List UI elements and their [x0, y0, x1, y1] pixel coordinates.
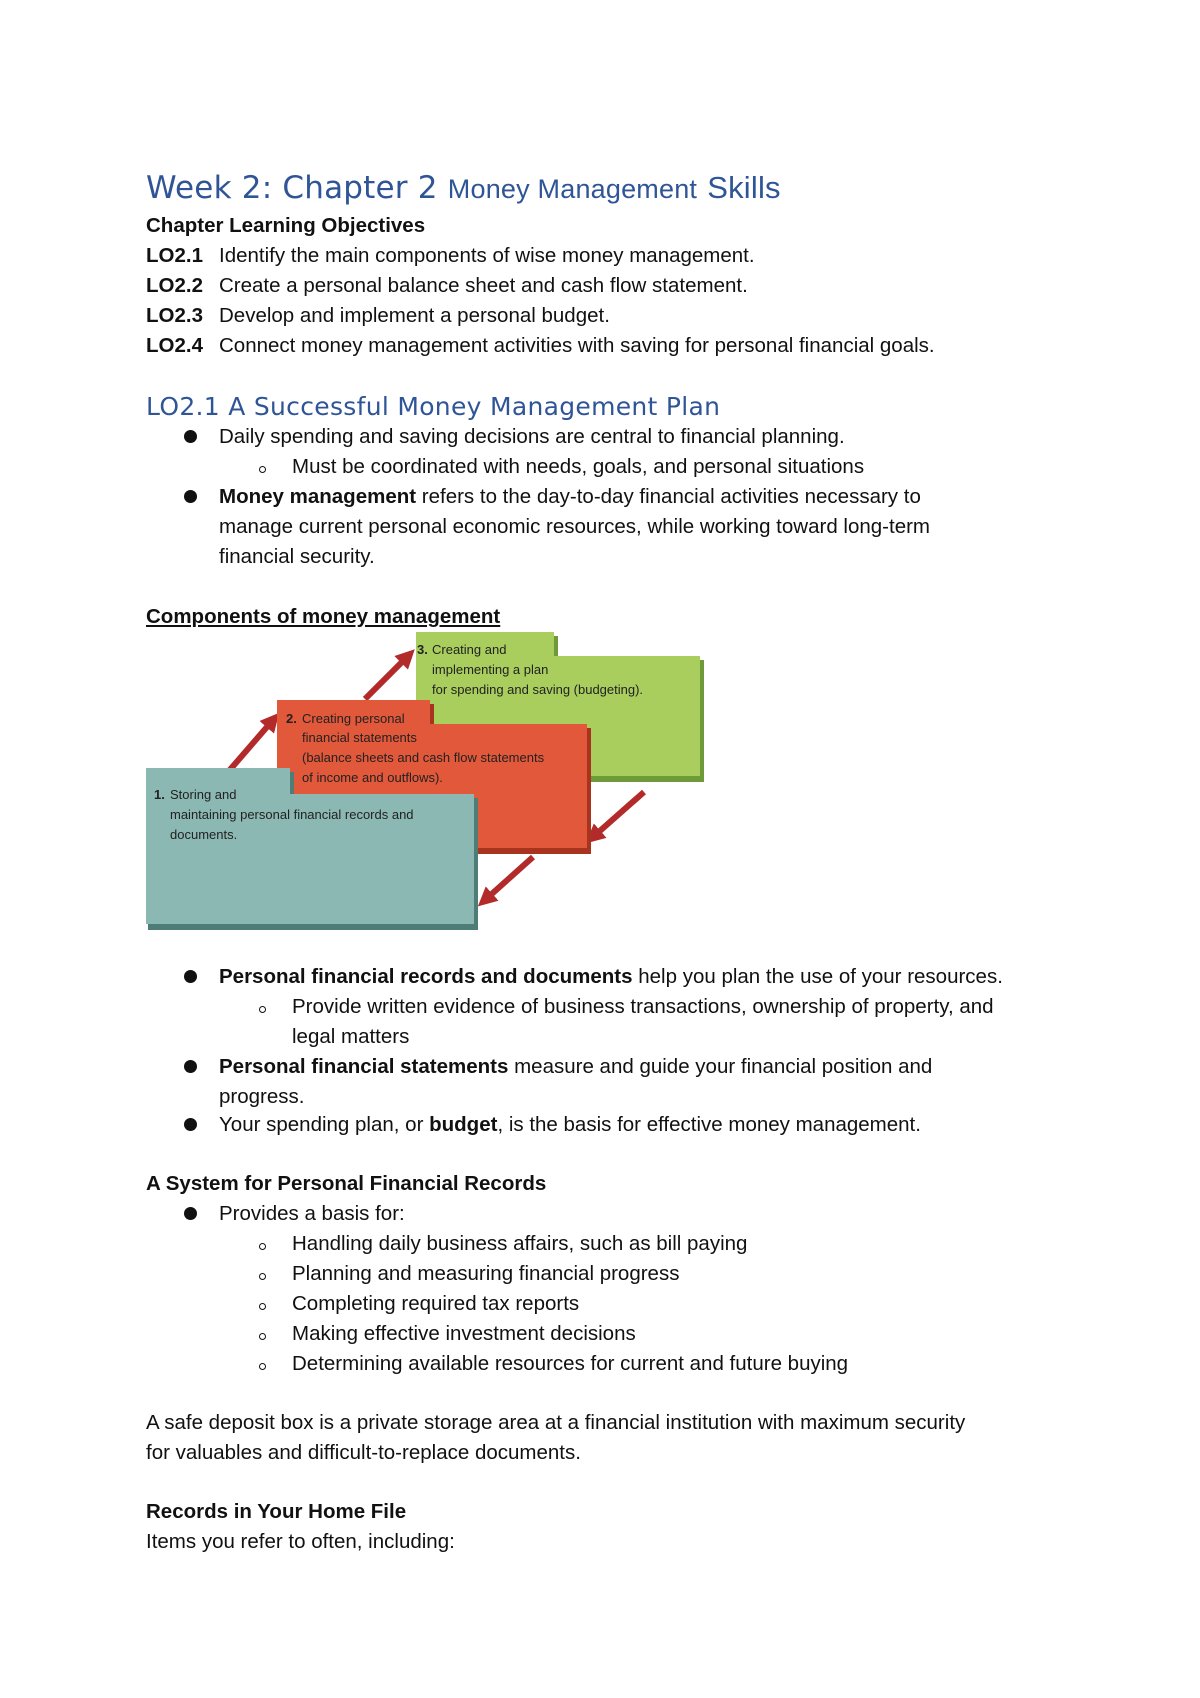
sub-bullet-icon — [259, 1006, 266, 1013]
bullet-text-part: help you plan the use of your resources. — [632, 965, 1003, 988]
sub-bullet-text: Making effective investment decisions — [292, 1322, 636, 1345]
objective-item — [146, 241, 755, 270]
page-title — [146, 170, 781, 206]
sub-bullet-icon — [259, 466, 266, 473]
arrow-up-1-to-2 — [228, 720, 273, 772]
objective-item — [146, 301, 610, 330]
arrow-up-2-to-3 — [365, 656, 408, 699]
step1-line: Storing and — [170, 787, 237, 802]
objective-text: Identify the main components of wise money management. — [219, 244, 755, 267]
bullet-icon — [184, 1060, 197, 1073]
objective-code: LO2.1 — [146, 244, 203, 267]
objective-code: LO2.2 — [146, 274, 203, 297]
sub-bullet-icon — [259, 1303, 266, 1310]
step1-number: 1. — [154, 787, 165, 802]
step2-line: financial statements — [302, 730, 417, 745]
sub-bullet-text-line: legal matters — [292, 1025, 410, 1048]
objectives-heading: Chapter Learning Objectives — [146, 214, 426, 237]
objective-code: LO2.4 — [146, 334, 203, 357]
bullet-icon — [184, 970, 197, 983]
objective-text: Connect money management activities with saving for personal financial goals. — [219, 334, 935, 357]
step1-line: maintaining personal financial records and — [170, 807, 414, 822]
objective-item — [146, 271, 748, 300]
title-part3: Skills — [707, 170, 781, 205]
step2-line: Creating personal — [302, 711, 405, 726]
sub-bullet-text: Determining available resources for current and future buying — [292, 1352, 849, 1375]
step2-number: 2. — [286, 711, 297, 726]
bullet-text-line: financial security. — [219, 545, 375, 568]
sub-bullet-text: Completing required tax reports — [292, 1292, 580, 1315]
home-file-text: Items you refer to often, including: — [146, 1530, 455, 1553]
bullet-icon — [184, 1118, 197, 1131]
bullet-icon — [184, 490, 197, 503]
sub-bullet-icon — [259, 1243, 266, 1250]
sub-bullet-icon — [259, 1333, 266, 1340]
sub-bullet-icon — [259, 1273, 266, 1280]
arrow-down-2-to-1 — [485, 857, 533, 900]
step1-line: documents. — [170, 827, 238, 842]
objective-text: Develop and implement a personal budget. — [219, 304, 610, 327]
sub-bullet-text: Provide written evidence of business transactions, ownership of property, and — [292, 995, 994, 1018]
term-financial-statements: Personal financial statements — [219, 1055, 509, 1078]
title-part2: Money Management — [447, 174, 698, 204]
step2-line: of income and outflows). — [302, 770, 443, 785]
bullet-text — [219, 482, 921, 511]
bullet-text-part: , is the basis for effective money management. — [497, 1113, 921, 1136]
sub-bullet-text: Must be coordinated with needs, goals, and personal situations — [292, 455, 865, 478]
sub-bullet-text: Planning and measuring financial progress — [292, 1262, 680, 1285]
components-heading: Components of money management — [146, 605, 501, 628]
objective-text: Create a personal balance sheet and cash flow statement. — [219, 274, 748, 297]
objective-item — [146, 331, 935, 360]
bullet-text — [219, 1110, 921, 1139]
title-part1: Week 2: Chapter 2 — [146, 170, 438, 206]
step3-line: for spending and saving (budgeting). — [432, 682, 644, 697]
bullet-text-part: refers to the day-to-day financial activities necessary to — [416, 485, 921, 508]
safe-deposit-text: A safe deposit box is a private storage area at a financial institution with maximum security — [146, 1411, 966, 1434]
section-heading: LO2.1 A Successful Money Management Plan — [146, 392, 721, 421]
step3-line: implementing a plan — [432, 662, 549, 677]
bullet-text-line: manage current personal economic resources, while working toward long-term — [219, 515, 930, 538]
home-file-heading: Records in Your Home File — [146, 1500, 407, 1523]
term-records-documents: Personal financial records and documents — [219, 965, 633, 988]
term-budget: budget — [429, 1113, 498, 1136]
bullet-text — [219, 1052, 932, 1081]
arrow-down-3-to-2 — [593, 792, 644, 837]
safe-deposit-text-line: for valuables and difficult-to-replace documents. — [146, 1441, 581, 1464]
term-money-management: Money management — [219, 485, 417, 508]
objective-code: LO2.3 — [146, 304, 203, 327]
bullet-text-line: progress. — [219, 1085, 305, 1108]
step3-line: Creating and — [432, 642, 507, 657]
bullet-text-part: measure and guide your financial position and — [508, 1055, 933, 1078]
step3-number: 3. — [417, 642, 428, 657]
bullet-text-part: Your spending plan, or — [219, 1113, 430, 1136]
money-management-diagram — [146, 632, 716, 934]
sub-bullet-icon — [259, 1363, 266, 1370]
bullet-text: Provides a basis for: — [219, 1202, 405, 1225]
step2-line: (balance sheets and cash flow statements — [302, 750, 545, 765]
records-system-heading: A System for Personal Financial Records — [146, 1172, 547, 1195]
sub-bullet-text: Handling daily business affairs, such as bill paying — [292, 1232, 748, 1255]
bullet-text — [219, 962, 1003, 991]
bullet-icon — [184, 1207, 197, 1220]
bullet-icon — [184, 430, 197, 443]
bullet-text: Daily spending and saving decisions are central to financial planning. — [219, 425, 845, 448]
